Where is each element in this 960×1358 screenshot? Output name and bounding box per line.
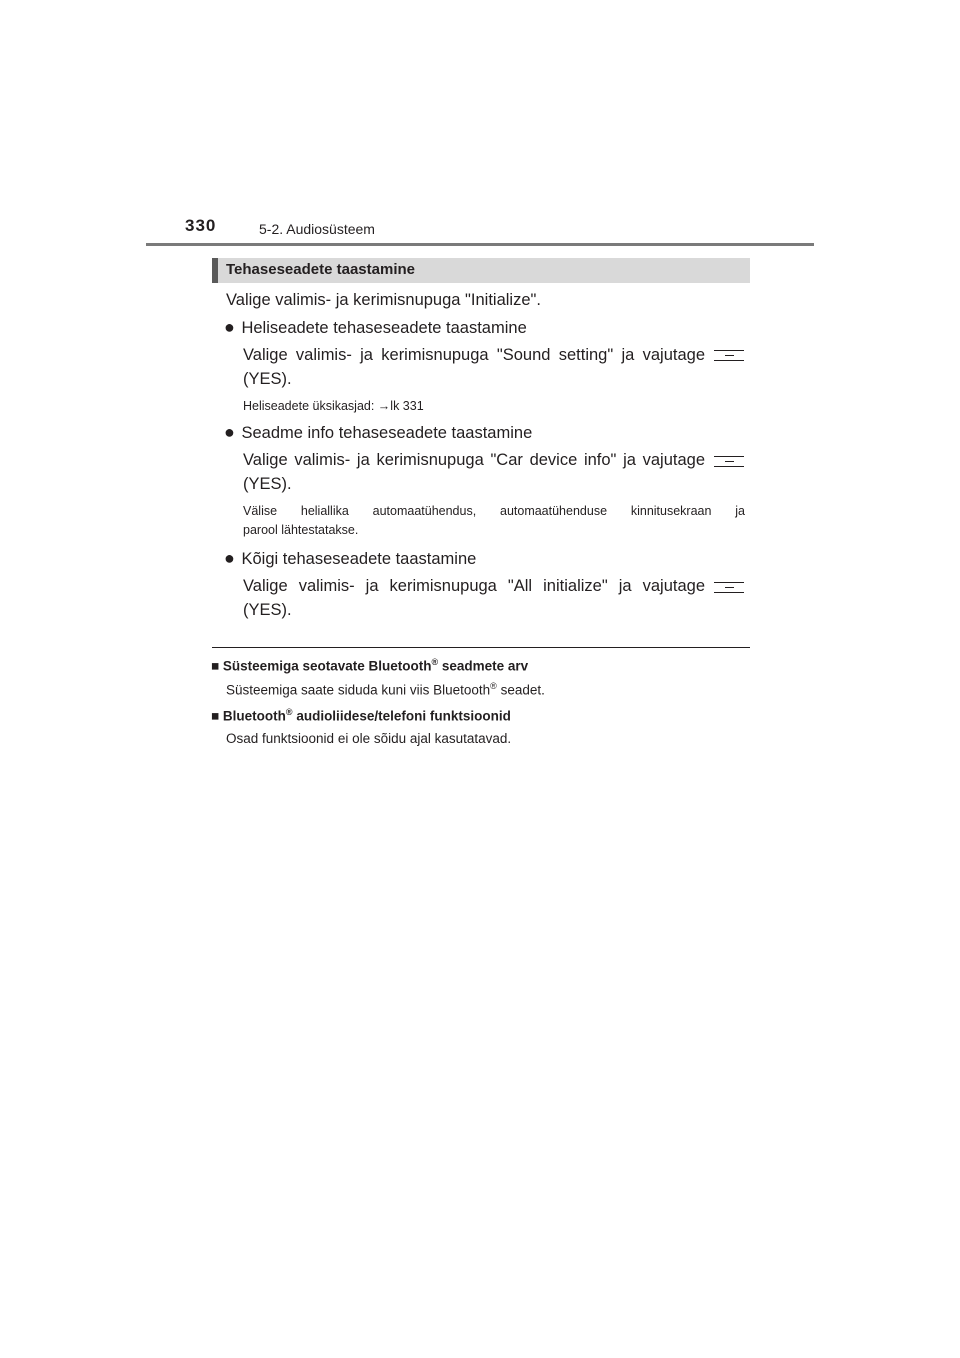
item-3-heading: ● Kõigi tehaseseadete taastamine	[224, 548, 477, 568]
item-3-line2: (YES).	[243, 601, 292, 619]
notes-divider	[212, 647, 750, 648]
section-marker	[212, 258, 218, 283]
confirm-key-icon	[714, 582, 744, 593]
square-bullet-icon: ■	[211, 708, 220, 724]
item-2-note-line2: parool lähtestatakse.	[243, 523, 359, 537]
item-2-line2: (YES).	[243, 475, 292, 493]
confirm-key-icon	[714, 456, 744, 467]
item-1-heading: ● Heliseadete tehaseseadete taastamine	[224, 317, 527, 337]
item-2-note-line1: Välise heliallika automaatühendus, automaatühenduse kinnitusekraan ja	[243, 504, 745, 518]
header-rule	[146, 243, 814, 246]
note-2-body: Osad funktsioonid ei ole sõidu ajal kasutatavad.	[226, 731, 512, 746]
note-1-body: Süsteemiga saate siduda kuni viis Bluetooth® seadet.	[226, 681, 545, 698]
item-1-note: Heliseadete üksikasjad: →lk 331	[243, 399, 424, 413]
item-2-heading: ● Seadme info tehaseseadete taastamine	[224, 422, 533, 442]
item-1-line1: Valige valimis- ja kerimisnupuga "Sound setting" ja vajutage	[243, 346, 705, 364]
section-heading-bar	[212, 258, 750, 283]
square-bullet-icon: ■	[211, 658, 220, 674]
bullet-icon: ●	[224, 422, 235, 442]
section-title: Tehaseseadete taastamine	[226, 261, 415, 278]
page-number: 330	[185, 216, 217, 235]
note-2-heading: ■ Bluetooth® audioliidese/telefoni funktsioonid	[211, 707, 511, 724]
confirm-key-icon	[714, 350, 744, 361]
chapter-title: 5-2. Audiosüsteem	[259, 221, 375, 237]
bullet-icon: ●	[224, 548, 235, 568]
item-2-line1: Valige valimis- ja kerimisnupuga "Car device info" ja vajutage	[243, 451, 705, 469]
item-1-line2: (YES).	[243, 370, 292, 388]
item-3-line1: Valige valimis- ja kerimisnupuga "All initialize" ja vajutage	[243, 577, 705, 595]
intro-text: Valige valimis- ja kerimisnupuga "Initialize".	[226, 291, 541, 309]
bullet-icon: ●	[224, 317, 235, 337]
note-1-heading: ■ Süsteemiga seotavate Bluetooth® seadmete arv	[211, 657, 529, 674]
